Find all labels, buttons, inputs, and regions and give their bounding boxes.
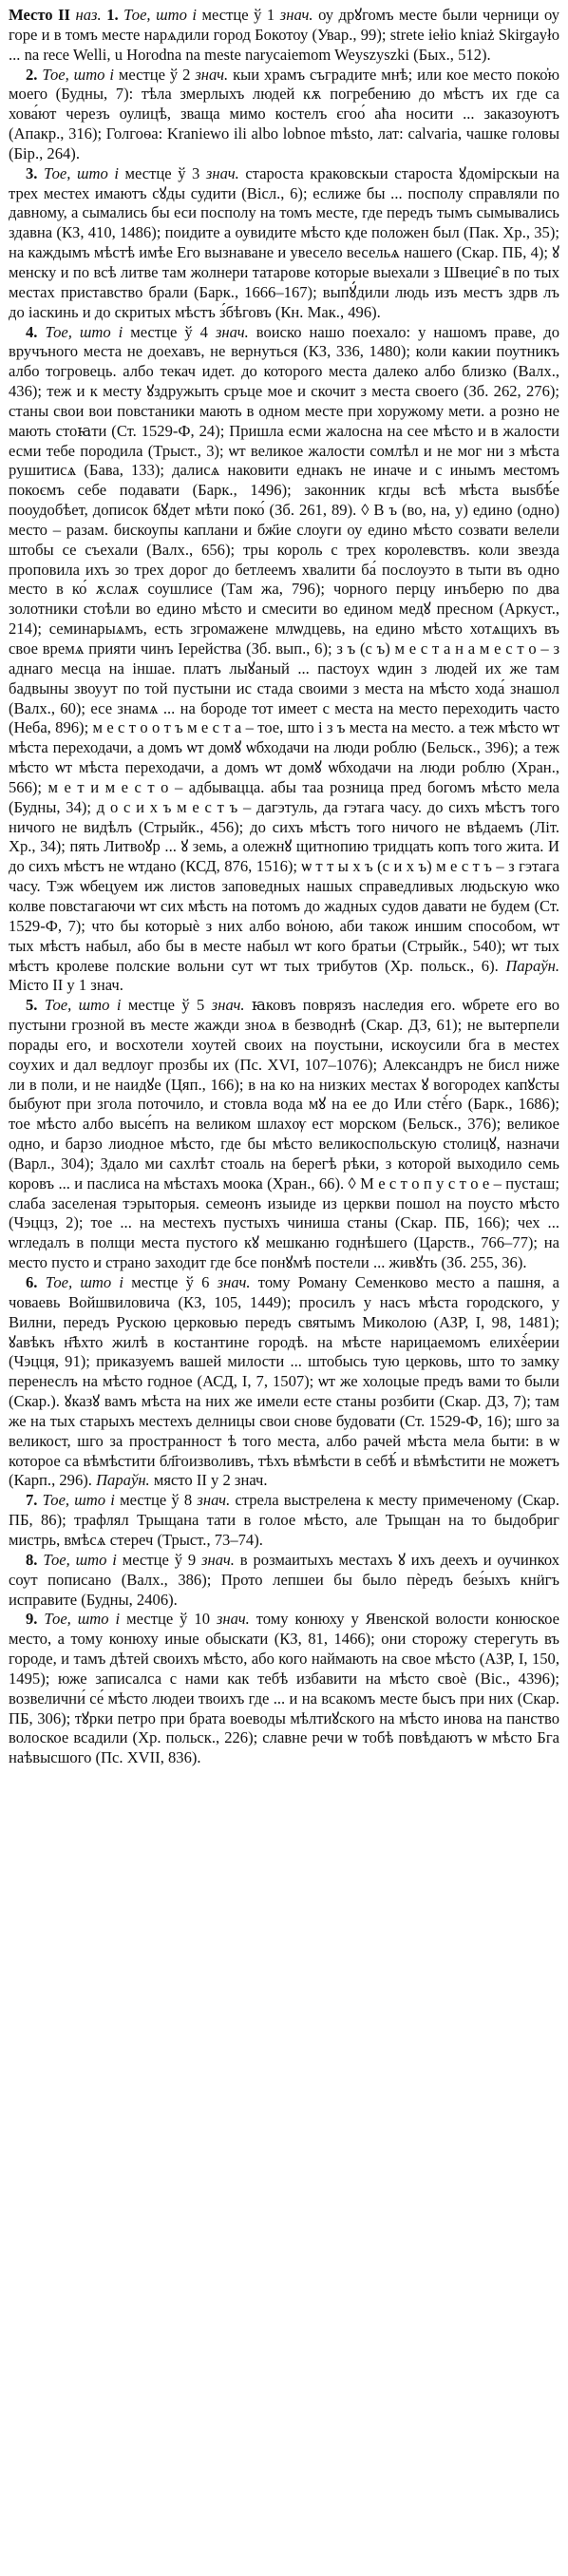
italic-segment: знач.: [216, 1610, 256, 1629]
italic-segment: знач.: [217, 1273, 258, 1291]
dictionary-entry: [9, 1491, 559, 1551]
italic-segment: знач.: [201, 1550, 240, 1569]
text-segment: ꙗковъ поврязъ наследия его. ѡбрете его во пустыни грозной въ месте жажди зноѧ в безводнѣ (Скар. ДЗ, 61); не вытерпели порады его, и восхотели хоутей своих на поустыни, искоусили бга в местех соухих и дал ведлоуг прозбы их (Пс. XVI, 107–1076); Александръ не бисл ниже ли в поли, и не наидꙋе (Цяп., 166); в на ко на низких местах ꙋ вогородех капꙋсты быбуют при згола поточило, и стовлa вода мꙋ на ее до Или стѐ́го (Барк., 1686); тое мѣсто албо высе́пъ на великом шлахѹ ест морском (Бельск., 376); великое одно, и барзо лиодное мѣсто, где бы мѣсто великоспольскую столицꙋ, назначи (Варл., 304); Здало ми сахлѣт стоаль на берегѣ рѣки, з которой выходило семь коровъ ... и паслиса на мѣстахъ моока (Хран., 66). ◊ М е с т о п у с т о е – пусташ; слаба заселеная тэрыторыя. семеонъ изыиде из церкви пошол на поусто мѣсто (Чэццз, 2); тое ... на местехъ пустыхъ чиниша станы (Скар. ПБ, 166); чех ... ѡгледалъ в полщи места пустого кꙋ мешканю годнѣшего (Царств., 766–77); на место пусто и страно заходит где бсе понꙋмѣ постели ... живꙋть (Зб. 255, 36).: [9, 996, 559, 1272]
italic-segment: знач.: [205, 163, 246, 182]
text-segment: в розмаитыхъ местахъ ꙋ ихъ деехъ и оучинкох соут пописано (Валх., 386); Прото лепшеи бы было пѐредъ без́ыхъ кнӥгъ исправите (Будны, 2406).: [9, 1550, 560, 1609]
italic-segment: Параўн.: [505, 956, 559, 975]
text-segment: местце ў 3: [124, 163, 206, 182]
italic-segment: знач.: [279, 6, 319, 24]
italic-segment: Тое, што і: [44, 996, 128, 1015]
text-segment: стрела выстрелена к месту примеченому (Скар. ПБ, 86); трафлял Трыщана тати в голое мѣсто, але Трыщан на то быдобриг мистрь, вмѣсѧ стереч (Трыст., 73–74).: [9, 1491, 560, 1549]
sense-number: 6.: [26, 1273, 46, 1291]
text-segment: тому конюху у Явенской волости конюское место, а тому конюху иные обыскати (КЗ, 81, 1466); они сторожу стерегуть въ городе, и тамъ дѣтей своихъ мѣсто, або кого наймають на свое мѣсто (АЗР, I, 150, 1495); юже записалса с нами как тебѣ избавити на мѣсто своѐ (Віс., 4396); возвелични́ се́ мѣсто людеи твоихъ где ... и на всакомъ месте бысъ при них (Скар. ПБ, 306); тꙋрки петро при брата воеводы мѣлтиꙋского на мѣсто инова на панство волоское всадили (Хр. польск., 226); славне речи ѡ тобѣ повѣдаютъ ѡ мѣсто Бга наѣвысшого (Пс. XVII, 836).: [9, 1610, 559, 1767]
entries-column: [9, 6, 559, 1768]
text-segment: местце ў 4: [130, 322, 216, 341]
text-segment: Місто II у 1 знач.: [9, 976, 123, 995]
sense-number: 2.: [26, 65, 43, 84]
dictionary-entry: [9, 323, 559, 997]
text-segment: кыи храмъ съградите мнѣ; или кое место поко҆ю моего (Будны, 7): тѣла змерлыхъ людей кѫ погребению до мѣстъ их где са хова́ют черезъ оулицѣ, зваща мимо костелъ єгоо́ аћа носити ... заказоуютъ (Апакр., 316); Голгоѳа: Kraniеwo ili albo lobnoe mѣsto, лат: calvaria, чашке головы (Бір., 264).: [9, 65, 559, 162]
sense-number: 7.: [26, 1491, 43, 1510]
italic-segment: знач.: [211, 996, 252, 1015]
italic-segment: Тое, што і: [123, 6, 202, 24]
text-segment: местце ў 8: [120, 1491, 198, 1510]
text-segment: воиско нашо поехало: у нашомъ праве, до вручъного места не доехавъ, не вернуться (КЗ, 336, 1480); коли какии поутникъ албо тогровець. албо текач идет. до которого места далеко албо близко (Валх., 436); теж и к месту ꙋздружыть сръце мое и скочит з места своего (Зб. 262, 276); станы свои вои повстаники мають в одном месте при хоружому мети. а розно не мають стоꙗти (Ст. 1529-Ф, 24); Пришла есми жалосна на сее мѣсто и в жалости есми тебе породила (Трыст., 3); ѡт великое жалости сомлѣл и не мог ни з мѣста рушитисѧ (Бава, 133); далисѧ наковити еднакъ не иначе и с инымъ меcтомъ покоємъ себе подавати (Барк., 1496); законник кгды всѣ мѣста выѕбѣ́е пооудобѣет, дописок бꙋдет мѣти поко́ (Зб. 261, 89). ◊ В ъ (во, на, у) едино (одно) место – разам. бискоупы каплани и бж҃ие слоуги оу едино мѣсто созвати велели штобы се съехали (Валх., 656); тры король с трех королевствъ. коли звезда проповила ихъ зо трех дорог до бетлеемъ хвалити ба́ послоуэто в тыти въ одно место в ко́ ѫслаѫ соушлисе (Там жа, 796); чорного перцу инъберю по два золотники стоѣли во едино мѣсто и смесити во едином медꙋ пресном (Аркуст., 214); семинарыѧмъ, есть згромажене млѡдцевь, на едино мѣсто хотѧщихъ въ свое времѧ прияти чинъ Іерейства (Зб. вып., 6); з ъ (с ъ) м е с т а н а м е с т о – з аднаго месца на іншае. платъ лыꙋаный ... пастоух ѡдин з людей их же там бадвыны звоуут по той пустыни ис стада своими з места на мѣсто хода́ знашол (Валх., 60); есе знамѧ ... на бороде тот имеет с места на место переходить часто (Неба, 896); м е с т о о т ъ м е с т а – тое, што і з ъ места на место. а теж мѣсто ѡт мѣста переходачи, а домъ ѡт домꙋ ѡбходачи на люди роблю (Бельск., 396); а теж мѣсто ѡт мѣста переходачи, а домъ ѡт домꙋ ѡбходачи на люди роблю (Хран., 566); м е т и м е с т о – адбывацца. абы таа розница пред богомъ мѣсто мела (Будны, 34); д о с и х ъ м е с т ъ – дагэтуль, да гэтага часу. до сихъ мѣстъ того ничого не видѣлъ (Стрыйк., 456); до сихъ мѣстъ того ничого не вѣдаемъ (Літ. Хр., 34); пять Литвоꙋр ... ꙋ земь, а олежнꙋ щитнопию тридцать копъ того жита. И до сихъ мѣстъ не ѡтдано (КСД, 876, 1516); ѡ т т ы х ъ (с и х ъ) м е с т ъ – з гэтага часу. Тэж ѡбецуем иж листов заповедных нашых справедливых людьскую ѡко колве повстагаючи ѡт сих мѣсть на потомъ до жадных судов давати не будем (Ст. 1529-Ф, 7); что бы которыѐ з них албо во҆ною, аби також иншим способом, ѡт тых мѣстъ набыл, або бы в месте набыл ѡт кого братьи (Стрыйк., 540); ѡт тых мѣстъ кролеве полские вольни сут ѡт тых трибутов (Хр. польск., 6).: [9, 322, 559, 975]
dictionary-entry: [9, 996, 559, 1273]
dictionary-entry: [9, 164, 559, 323]
sense-number: 4.: [26, 322, 46, 341]
italic-segment: Тое, што і: [44, 163, 125, 182]
text-segment: тому Роману Семенково место а пашня, а човаевь Войшвиловича (КЗ, 105, 1449); просилъ у насъ мѣста городского, у Вилни, передъ Рускою церковью передъ святымъ Миколою (АЗР, I, 98, 1481); ꙋавѣкъ н҃ѣхто жилѣ в костантине городѣ. на мѣсте нарицаемомъ елихѐ́ерии (Чэцця, 91); приказуемъ вашей милости ... штобысь тую церковь, што то замку перенеслъ на мѣсто годное (АСД, I, 7, 1507); ѡт же холоцые предъ вами то были (Скар.). ꙋказꙋ вамъ мѣста на них же имели есте станы розбити (Скар. ДЗ, 7); там же на тых старыхъ местехъ делницы свои снове будовати (Ст. 1529-Ф, 16); шго за великост, шго за пространност ѣ того места, албо рачей мѣста мела быти: в ѡ которое са вѣмѣстити бл҃гоизволивъ, тѣхъ вѣмѣсти в себѣ́ и вѣмѣстити не можетъ (Карп., 296).: [9, 1273, 560, 1490]
sense-number: 9.: [26, 1610, 45, 1629]
text-segment: местце ў 6: [131, 1273, 218, 1291]
italic-segment: Параўн.: [96, 1471, 154, 1490]
dictionary-entry: [9, 1551, 559, 1611]
dictionary-entry: [9, 66, 559, 164]
sense-number: 3.: [26, 163, 44, 182]
text-segment: местце ў 5: [127, 996, 212, 1015]
text-segment: местце ў 9: [122, 1550, 202, 1569]
text-segment: местце ў 2: [118, 65, 196, 84]
italic-segment: Тое, што і: [42, 1491, 121, 1510]
sense-number: 1.: [106, 6, 124, 24]
italic-segment: знач.: [195, 65, 234, 84]
dictionary-entry: [9, 6, 559, 66]
italic-segment: Тое, што і: [44, 1610, 127, 1629]
sense-number: 5.: [26, 996, 45, 1015]
italic-segment: Тое, што і: [42, 65, 119, 84]
text-segment: оу дрꙋгомъ месте были черници оу горе и в томъ месте нарѧдили город Бокотоу (Увар., 99); strete iełio kniaż Skirgayło ... na rece Welli, u Horodna na meste narycaiemom Weyszyszki (Бых., 512).: [9, 6, 560, 64]
italic-segment: знач.: [215, 322, 256, 341]
text-segment: местце ў 10: [126, 1610, 217, 1629]
dictionary-entry: [9, 1273, 559, 1491]
italic-segment: знач.: [197, 1491, 236, 1510]
headword: Место II: [9, 6, 71, 24]
text-segment: място II у 2 знач.: [153, 1471, 268, 1490]
sense-number: 8.: [26, 1550, 44, 1569]
text-segment: местце ў 1: [201, 6, 280, 24]
dictionary-entry: [9, 1610, 559, 1768]
italic-segment: Тое, што і: [45, 1273, 132, 1291]
italic-segment: Тое, што і: [45, 322, 131, 341]
text-segment: староста краковскыи староста ꙋдомiрскыи на трех местех имаютъ сꙋды судити (Віcл., 6); еслиже бы ... посполу справляли по давному, а сымались бы еси посполу на томъ месте, где передъ тымъ сымывались здавна (КЗ, 410, 1486); поидите а оувидите мѣсто кде положен был (Пак. Хр., 35); на каждымъ мѣстѣ имѣе Его вызнаване и увесело весельѧ нашего (Скар. ПБ, 4); ꙋ менску и по всѣ литве там жолнери татарове которые выехали з Швецие̑ в по тых местах приставство брали (Барк., 1666–167); выпꙋ́дили людь изъ местъ здрв лъ до іаскинь и до скритых мѣстъ з́бѣговъ (Кн. Мак., 496).: [9, 163, 560, 321]
italic-segment: Тое, што і: [43, 1550, 123, 1569]
italic-segment: наз.: [75, 6, 107, 24]
